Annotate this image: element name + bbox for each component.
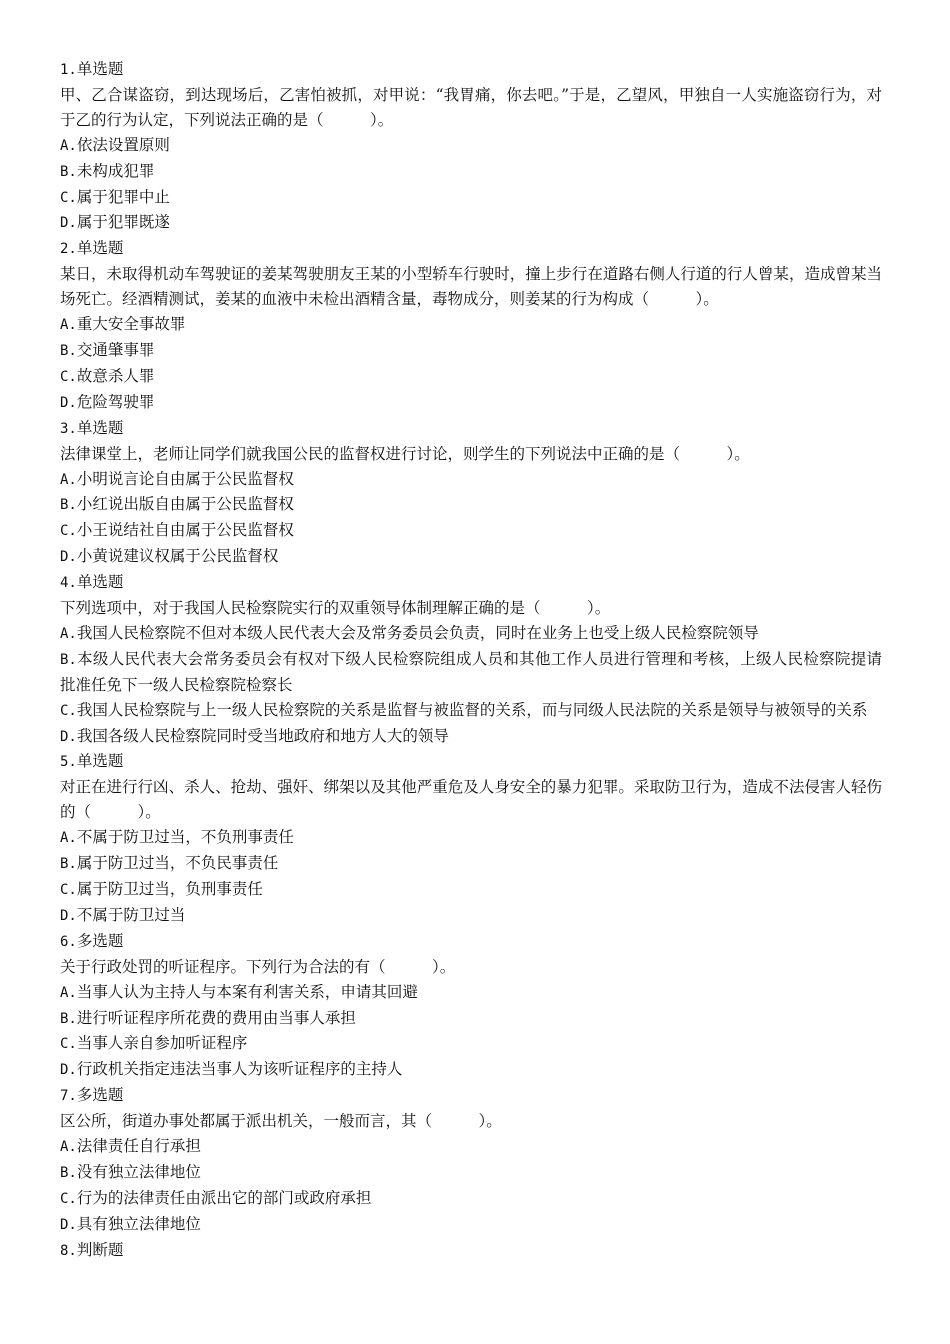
option-letter: A. [60, 471, 77, 488]
option [60, 390, 882, 416]
option-text: 我国各级人民检察院同时受当地政府和地方人大的领导 [76, 726, 449, 745]
question-stem: 区公所，街道办事处都属于派出机关，一般而言，其（ ）。 [60, 1112, 502, 1131]
option-letter: B. [60, 1010, 77, 1027]
option-text: 行政机关指定违法当事人为该听证程序的主持人 [76, 1060, 403, 1079]
option [60, 851, 882, 877]
question-type: 单选题 [76, 418, 124, 437]
option [60, 1006, 882, 1032]
option-letter: A. [60, 317, 77, 334]
option [60, 1031, 882, 1057]
option [60, 980, 882, 1006]
question-header [60, 1238, 882, 1264]
question [60, 1083, 882, 1237]
option [60, 312, 882, 338]
option [60, 1160, 882, 1186]
option-letter: C. [60, 702, 77, 719]
question-header [60, 1083, 882, 1109]
question-number: 3. [60, 420, 77, 437]
option-text: 交通肇事罪 [76, 340, 155, 359]
question-type: 多选题 [76, 931, 124, 950]
option-letter: D. [60, 549, 77, 566]
question [60, 1238, 882, 1264]
option-letter: D. [60, 394, 77, 411]
option-text: 小黄说建议权属于公民监督权 [76, 547, 279, 566]
question [60, 570, 882, 749]
option [60, 159, 882, 185]
option [60, 647, 882, 698]
question-number: 5. [60, 754, 77, 771]
option-letter: C. [60, 523, 77, 540]
question-type: 单选题 [76, 60, 124, 78]
question-number: 6. [60, 933, 77, 950]
option-letter: B. [60, 342, 77, 359]
option-text: 未构成犯罪 [76, 161, 155, 180]
option-text: 法律责任自行承担 [76, 1137, 201, 1156]
option [60, 492, 882, 518]
question-stem: 下列选项中，对于我国人民检察院实行的双重领导体制理解正确的是（ ）。 [60, 599, 611, 618]
question-header [60, 57, 882, 83]
option-text: 行为的法律责任由派出它的部门或政府承担 [76, 1188, 372, 1207]
question [60, 749, 882, 928]
option-letter: A. [60, 1139, 77, 1156]
question-type: 判断题 [76, 1240, 124, 1259]
option-text: 属于犯罪既遂 [76, 213, 170, 232]
option-letter: B. [60, 856, 77, 873]
option-letter: A. [60, 984, 77, 1001]
question-stem: 甲、乙合谋盗窃，到达现场后，乙害怕被抓，对甲说：“我胃痛，你去吧。”于是，乙望风，甲独自一人实施盗窃行为，对于乙的行为认定，下列说法正确的是（ ）。 [60, 85, 882, 129]
question-type: 多选题 [76, 1086, 124, 1105]
option-letter: D. [60, 1216, 77, 1233]
option [60, 903, 882, 929]
question [60, 416, 882, 570]
question [60, 929, 882, 1083]
question-number: 1. [60, 62, 77, 78]
question-header [60, 929, 882, 955]
option-letter: C. [60, 882, 77, 898]
option [60, 338, 882, 364]
option-text: 进行听证程序所花费的费用由当事人承担 [76, 1008, 356, 1027]
question-type: 单选题 [76, 573, 124, 592]
option [60, 724, 882, 750]
option [60, 1212, 882, 1238]
option [60, 1186, 882, 1212]
option-text: 不属于防卫过当，不负刑事责任 [76, 828, 294, 847]
option-letter: B. [60, 497, 77, 514]
question-stem: 某日，未取得机动车驾驶证的姜某驾驶朋友王某的小型轿车行驶时，撞上步行在道路右侧人行道的行人曾某，造成曾某当场死亡。经酒精测试，姜某的血液中未检出酒精含量，毒物成分，则姜某的行为构成（ ）。 [60, 265, 882, 309]
option-letter: D. [60, 907, 77, 924]
option [60, 1134, 882, 1160]
option-letter: A. [60, 830, 77, 847]
option-letter: C. [60, 189, 77, 206]
option-text: 没有独立法律地位 [76, 1162, 201, 1181]
question [60, 57, 882, 236]
option [60, 364, 882, 390]
option [60, 518, 882, 544]
option-text: 属于犯罪中止 [76, 187, 170, 206]
option-letter: A. [60, 625, 77, 642]
option-text: 我国人民检察院与上一级人民检察院的关系是监督与被监督的关系，而与同级人民法院的关系是领导与被领导的关系 [76, 700, 868, 719]
option-text: 属于防卫过当，负刑事责任 [76, 880, 263, 898]
option [60, 877, 882, 903]
option-text: 不属于防卫过当 [76, 905, 186, 924]
question-header [60, 236, 882, 262]
option-letter: B. [60, 163, 77, 180]
option-text: 当事人认为主持人与本案有利害关系，申请其回避 [76, 982, 418, 1001]
option [60, 467, 882, 493]
option-letter: C. [60, 1190, 77, 1207]
option-letter: B. [60, 651, 77, 668]
option-text: 故意杀人罪 [76, 366, 155, 385]
option-letter: B. [60, 1164, 77, 1181]
option-text: 属于防卫过当，不负民事责任 [76, 854, 279, 873]
option-letter: A. [60, 137, 77, 154]
question-number: 2. [60, 241, 77, 258]
document-page [60, 57, 882, 1264]
question-number: 8. [60, 1242, 77, 1259]
question-stem: 关于行政处罚的听证程序。下列行为合法的有（ ）。 [60, 957, 456, 976]
option-text: 依法设置原则 [76, 135, 170, 154]
option-letter: D. [60, 1062, 77, 1079]
question-stem: 对正在进行行凶、杀人、抢劫、强奸、绑架以及其他严重危及人身安全的暴力犯罪。采取防卫行为，造成不法侵害人轻伤的（ ）。 [60, 778, 882, 822]
question-number: 7. [60, 1088, 77, 1105]
option [60, 698, 882, 724]
question-header [60, 570, 882, 596]
question-type: 单选题 [76, 752, 124, 771]
option-text: 小王说结社自由属于公民监督权 [76, 521, 294, 540]
option [60, 825, 882, 851]
option [60, 210, 882, 236]
option-text: 当事人亲自参加听证程序 [76, 1034, 248, 1053]
option-letter: C. [60, 368, 77, 385]
option-letter: C. [60, 1036, 77, 1053]
option-letter: D. [60, 728, 77, 745]
question [60, 236, 882, 415]
option-letter: D. [60, 215, 77, 232]
option [60, 621, 882, 647]
question-type: 单选题 [76, 239, 124, 258]
option-text: 危险驾驶罪 [76, 392, 155, 411]
option [60, 133, 882, 159]
question-stem: 法律课堂上，老师让同学们就我国公民的监督权进行讨论，则学生的下列说法中正确的是（ ）。 [60, 444, 750, 463]
question-header [60, 416, 882, 442]
option-text: 小明说言论自由属于公民监督权 [76, 469, 294, 488]
option-text: 我国人民检察院不但对本级人民代表大会及常务委员会负责，同时在业务上也受上级人民检察院领导 [76, 623, 759, 642]
option-text: 具有独立法律地位 [76, 1214, 201, 1233]
option-text: 本级人民代表大会常务委员会有权对下级人民检察院组成人员和其他工作人员进行管理和考核，上级人民检察院提请批准任免下一级人民检察院检察长 [60, 649, 882, 694]
option [60, 1057, 882, 1083]
option-text: 小红说出版自由属于公民监督权 [76, 495, 294, 514]
question-header [60, 749, 882, 775]
question-number: 4. [60, 575, 77, 592]
option [60, 544, 882, 570]
option-text: 重大安全事故罪 [76, 315, 186, 334]
option [60, 185, 882, 211]
